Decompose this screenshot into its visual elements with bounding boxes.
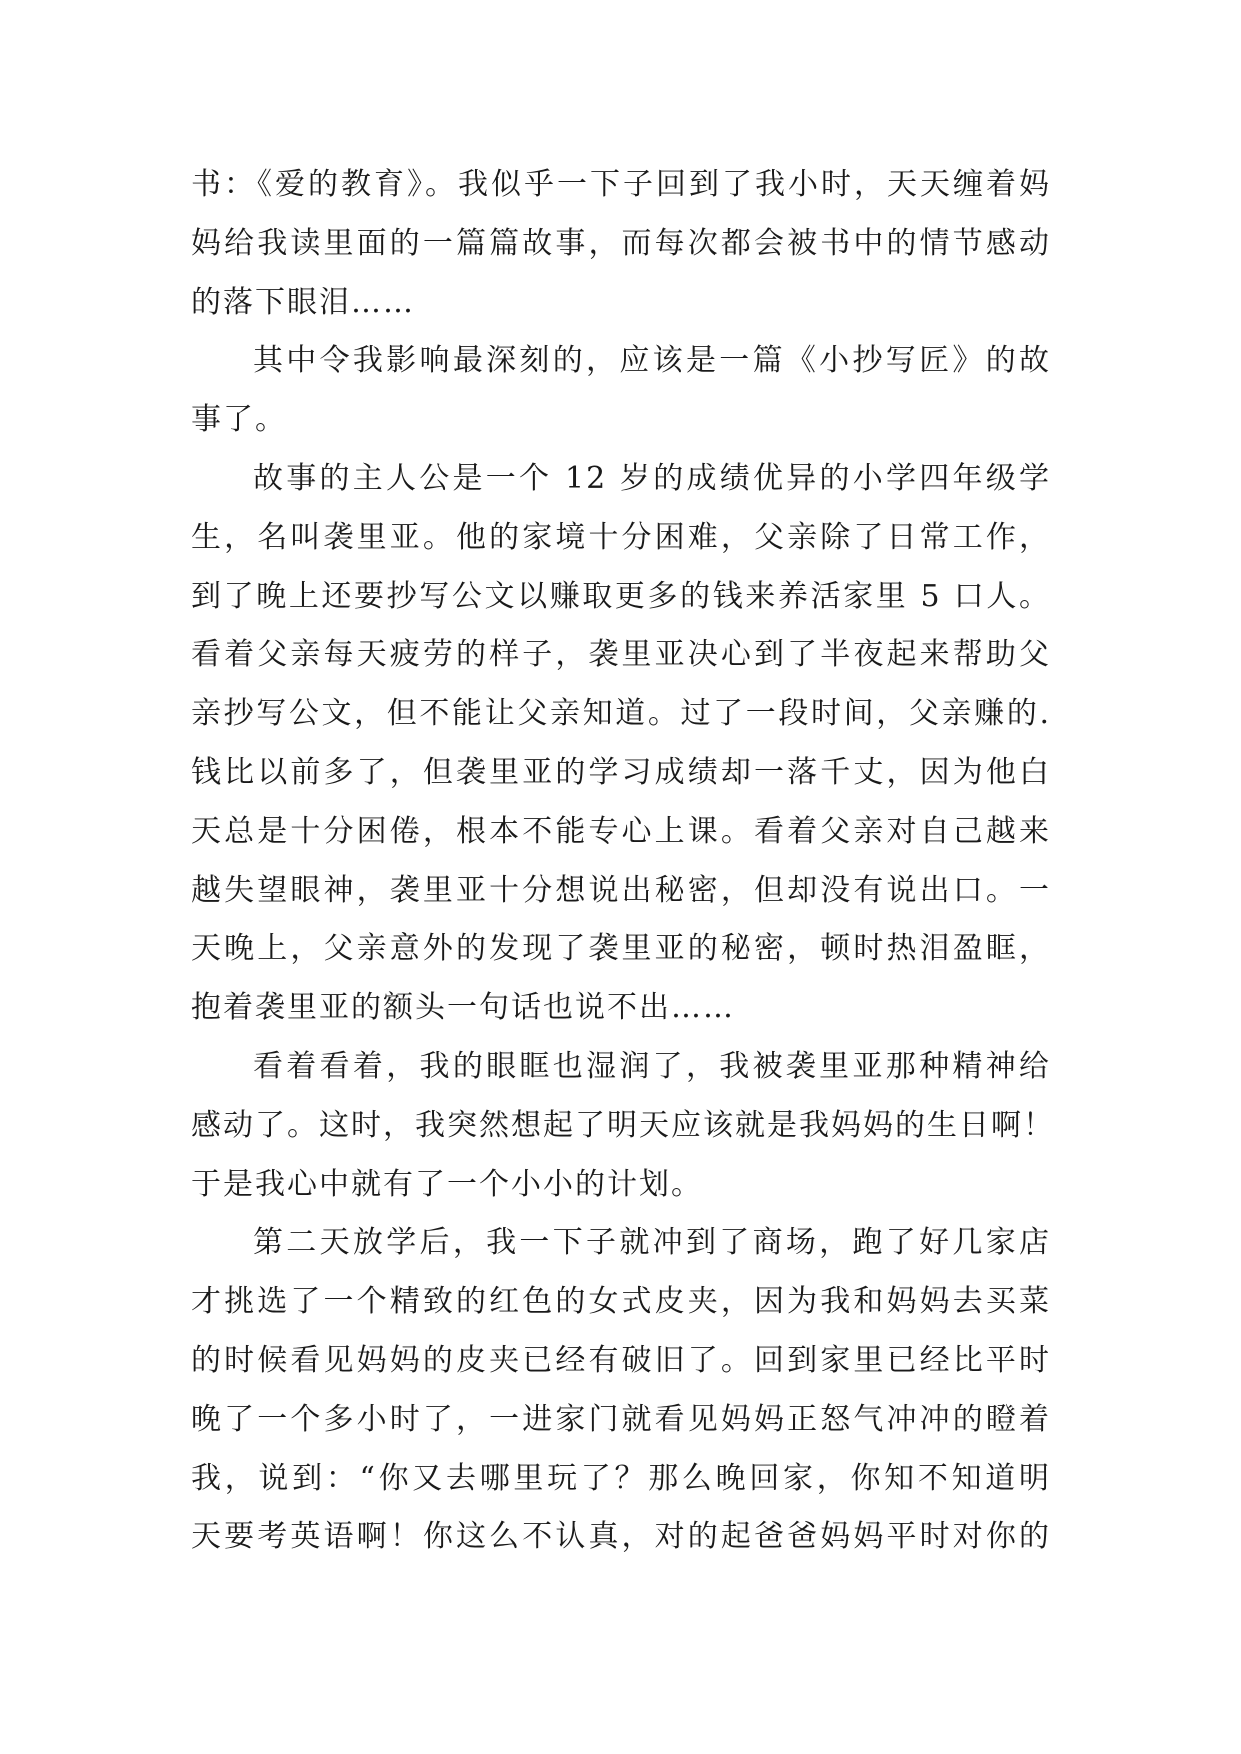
text-line: 其中令我影响最深刻的，应该是一篇《小抄写匠》的故	[253, 343, 1051, 379]
body-text	[191, 156, 1055, 1567]
text-line: 故事的主人公是一个 12 岁的成绩优异的小学四年级学	[253, 460, 1051, 496]
text-line: 看着看着，我的眼眶也湿润了，我被袭里亚那种精神给	[253, 1048, 1051, 1084]
text-line: 抱着袭里亚的额头一句话也说不出……	[191, 990, 735, 1026]
text-line: 看着父亲每天疲劳的样子，袭里亚决心到了半夜起来帮助父	[191, 637, 1051, 673]
text-line: 感动了。这时，我突然想起了明天应该就是我妈妈的生日啊！	[191, 1107, 1055, 1143]
text-line: 越失望眼神，袭里亚十分想说出秘密，但却没有说出口。一	[191, 872, 1051, 908]
text-line: 到了晚上还要抄写公文以赚取更多的钱来养活家里 5 口人。	[191, 578, 1051, 614]
text-line: 的时候看见妈妈的皮夹已经有破旧了。回到家里已经比平时	[191, 1342, 1051, 1378]
text-line: 第二天放学后，我一下子就冲到了商场，跑了好几家店	[253, 1225, 1051, 1261]
text-line: 天晚上，父亲意外的发现了袭里亚的秘密，顿时热泪盈眶，	[191, 931, 1051, 967]
text-line: 天要考英语啊！你这么不认真，对的起爸爸妈妈平时对你的	[191, 1519, 1051, 1555]
text-line: 事了。	[191, 402, 287, 438]
text-line: 天总是十分困倦，根本不能专心上课。看着父亲对自己越来	[191, 813, 1051, 849]
text-line: 亲抄写公文，但不能让父亲知道。过了一段时间，父亲赚的.	[191, 696, 1051, 732]
text-line: 晚了一个多小时了，一进家门就看见妈妈正怒气冲冲的瞪着	[191, 1401, 1051, 1437]
text-line: 我，说到：“你又去哪里玩了？那么晚回家，你知不知道明	[191, 1460, 1051, 1496]
text-line: 才挑选了一个精致的红色的女式皮夹，因为我和妈妈去买菜	[191, 1284, 1051, 1320]
text-line: 书：《爱的教育》。我似乎一下子回到了我小时，天天缠着妈	[191, 167, 1051, 202]
text-line: 钱比以前多了，但袭里亚的学习成绩却一落千丈，因为他白	[191, 754, 1051, 790]
text-line: 妈给我读里面的一篇篇故事，而每次都会被书中的情节感动	[191, 225, 1051, 261]
text-line: 于是我心中就有了一个小小的计划。	[191, 1166, 703, 1202]
text-line: 的落下眼泪……	[191, 284, 415, 320]
text-line: 生，名叫袭里亚。他的家境十分困难，父亲除了日常工作，	[191, 519, 1051, 555]
